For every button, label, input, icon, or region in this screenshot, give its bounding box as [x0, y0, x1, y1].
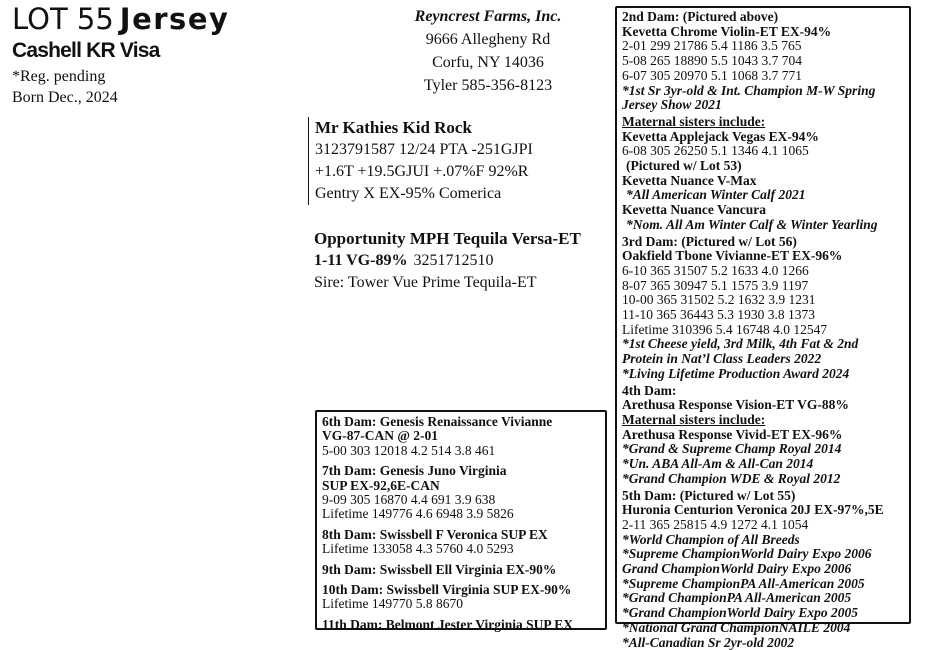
fifth-dam-honor: *All-Canadian Sr 2yr-old 2002: [622, 634, 795, 650]
lot-breed: Jersey: [119, 2, 230, 36]
eleventh-dam-title: 11th Dam: Belmont Jester Virginia SUP EX: [322, 616, 573, 632]
maternal-pedigree-box: [615, 6, 911, 650]
second-dam-honor: Jersey Show 2021: [622, 97, 722, 113]
tenth-dam-lifetime: Lifetime 149770 5.8 8670: [322, 596, 463, 612]
sister-name: Kevetta Nuance Vancura: [622, 202, 766, 218]
fourth-dam-sister-name: Arethusa Response Vivid-ET EX-96%: [622, 426, 843, 442]
breeder-info: [388, 5, 588, 97]
second-dam-record: 5-08 265 18890 5.5 1043 3.7 704: [622, 53, 802, 69]
sister-note: (Pictured w/ Lot 53): [626, 158, 742, 174]
sixth-dam-classification: VG-87-CAN @ 2-01: [322, 428, 439, 444]
seventh-dam-lifetime: Lifetime 149776 4.6 6948 3.9 5826: [322, 506, 514, 522]
breeder-contact: Tyler 585-356-8123: [423, 77, 553, 94]
sixth-dam-entry: [322, 415, 605, 458]
lot-title: [12, 2, 229, 36]
fifth-dam-header: 5th Dam: (Pictured w/ Lot 55): [622, 487, 796, 503]
third-dam-record: 10-00 365 31502 5.2 1632 3.9 1231: [622, 292, 816, 308]
third-dam-name: Oakfield Tbone Vivianne-ET EX-96%: [622, 248, 843, 264]
fifth-dam-honor: *National Grand ChampionNAILE 2004: [622, 619, 851, 635]
third-dam-record: 6-10 365 31507 5.2 1633 4.0 1266: [622, 262, 809, 278]
seventh-dam-title: 7th Dam: Genesis Juno Virginia: [322, 463, 507, 479]
animal-info: [12, 66, 118, 108]
second-dam-honor: *1st Sr 3yr-old & Int. Champion M-W Spring: [622, 82, 876, 98]
animal-name: Cashell KR Visa: [12, 39, 160, 62]
seventh-dam-classification: SUP EX-92,6E-CAN: [322, 477, 440, 493]
fifth-dam-honor: *Supreme ChampionWorld Dairy Expo 2006: [622, 546, 872, 562]
dam-name: Opportunity MPH Tequila Versa-ET: [314, 229, 581, 248]
maternal-sisters-label: Maternal sisters include:: [622, 113, 766, 129]
dam-registration: 3251712510: [413, 252, 494, 269]
tenth-dam-entry: [322, 583, 605, 612]
second-dam-record: 6-07 305 20970 5.1 1068 3.7 771: [622, 67, 802, 83]
sister-honor: *Nom. All Am Winter Calf & Winter Yearling: [626, 216, 878, 232]
sister-name: Kevetta Applejack Vegas EX-94%: [622, 128, 819, 144]
sister-name: Kevetta Nuance V-Max: [622, 172, 757, 188]
fourth-dam-header: 4th Dam:: [622, 382, 677, 398]
eighth-dam-entry: [322, 528, 605, 557]
sixth-dam-title: 6th Dam: Genesis Renaissance Vivianne: [322, 414, 553, 429]
fourth-dam-name: Arethusa Response Vision-ET VG-88%: [622, 397, 849, 413]
fifth-dam-honor: *Supreme ChampionPA All-American 2005: [622, 575, 865, 591]
dam-classification-line: [314, 250, 581, 272]
maternal-sisters-label: Maternal sisters include:: [622, 411, 766, 427]
dam-classification: 1-11 VG-89%: [314, 252, 408, 269]
fifth-dam-honor: *Grand ChampionWorld Dairy Expo 2005: [622, 605, 859, 621]
fifth-dam-honor: *Grand ChampionPA All-American 2005: [622, 590, 852, 606]
eighth-dam-title: 8th Dam: Swissbell F Veronica SUP EX: [322, 526, 548, 542]
fifth-dam-honor: *World Champion of All Breeds: [622, 531, 800, 547]
dam-section: [314, 228, 581, 294]
eighth-dam-lifetime: Lifetime 133058 4.3 5760 4.0 5293: [322, 541, 514, 557]
fourth-dam-sister-honor: *Un. ABA All-Am & All-Can 2014: [622, 456, 814, 472]
sixth-dam-record: 5-00 303 12018 4.2 514 3.8 461: [322, 442, 496, 458]
sire-genomics-line1: 3123791587 12/24 PTA -251GJPI: [315, 141, 533, 158]
fourth-dam-sister-honor: *Grand Champion WDE & Royal 2012: [622, 470, 841, 486]
third-dam-lifetime: Lifetime 310396 5.4 16748 4.0 12547: [622, 321, 828, 337]
sire-pedigree: Gentry X EX-95% Comerica: [315, 185, 502, 202]
third-dam-record: 11-10 365 36443 5.3 1930 3.8 1373: [622, 307, 815, 323]
ancestry-box: [315, 410, 607, 630]
third-dam-honor: Protein in Nat’l Class Leaders 2022: [622, 351, 822, 367]
sister-record: 6-08 305 26250 5.1 1346 4.1 1065: [622, 143, 809, 159]
second-dam-name: Kevetta Chrome Violin-ET EX-94%: [622, 23, 832, 39]
breeder-address-line1: 9666 Allegheny Rd: [425, 31, 551, 48]
sire-name: Mr Kathies Kid Rock: [315, 118, 472, 137]
fifth-dam-honor: Grand ChampionWorld Dairy Expo 2006: [622, 561, 852, 577]
ninth-dam-entry: [322, 563, 605, 577]
breeder-address-line2: Corfu, NY 14036: [432, 54, 544, 71]
eleventh-dam-entry: [322, 618, 605, 632]
seventh-dam-record: 9-09 305 16870 4.4 691 3.9 638: [322, 492, 496, 508]
fifth-dam-record: 2-11 365 25815 4.9 1272 4.1 1054: [622, 516, 809, 532]
birth-date: Born Dec., 2024: [12, 89, 118, 106]
sire-genomics-line2: +1.6T +19.5GJUI +.07%F 92%R: [315, 163, 529, 180]
lot-number: LOT 55: [12, 2, 114, 36]
third-dam-honor: *1st Cheese yield, 3rd Milk, 4th Fat & 2nd: [622, 336, 859, 352]
third-dam-honor: *Living Lifetime Production Award 2024: [622, 365, 850, 381]
seventh-dam-entry: [322, 464, 605, 522]
registration-status: *Reg. pending: [12, 68, 106, 85]
second-dam-record: 2-01 299 21786 5.4 1186 3.5 765: [622, 38, 802, 54]
ninth-dam-title: 9th Dam: Swissbell Ell Virginia EX-90%: [322, 561, 557, 577]
sire-section: [308, 117, 533, 205]
third-dam-record: 8-07 365 30947 5.1 1575 3.9 1197: [622, 277, 809, 293]
fourth-dam-sister-honor: *Grand & Supreme Champ Royal 2014: [622, 441, 842, 457]
fifth-dam-name: Huronia Centurion Veronica 20J EX-97%,5E: [622, 502, 884, 518]
tenth-dam-title: 10th Dam: Swissbell Virginia SUP EX-90%: [322, 582, 572, 598]
sister-honor: *All American Winter Calf 2021: [626, 187, 806, 203]
second-dam-header: 2nd Dam: (Pictured above): [622, 9, 779, 24]
dam-sire: Sire: Tower Vue Prime Tequila-ET: [314, 274, 537, 291]
third-dam-header: 3rd Dam: (Pictured w/ Lot 56): [622, 233, 797, 249]
breeder-farm: Reyncrest Farms, Inc.: [414, 8, 562, 25]
